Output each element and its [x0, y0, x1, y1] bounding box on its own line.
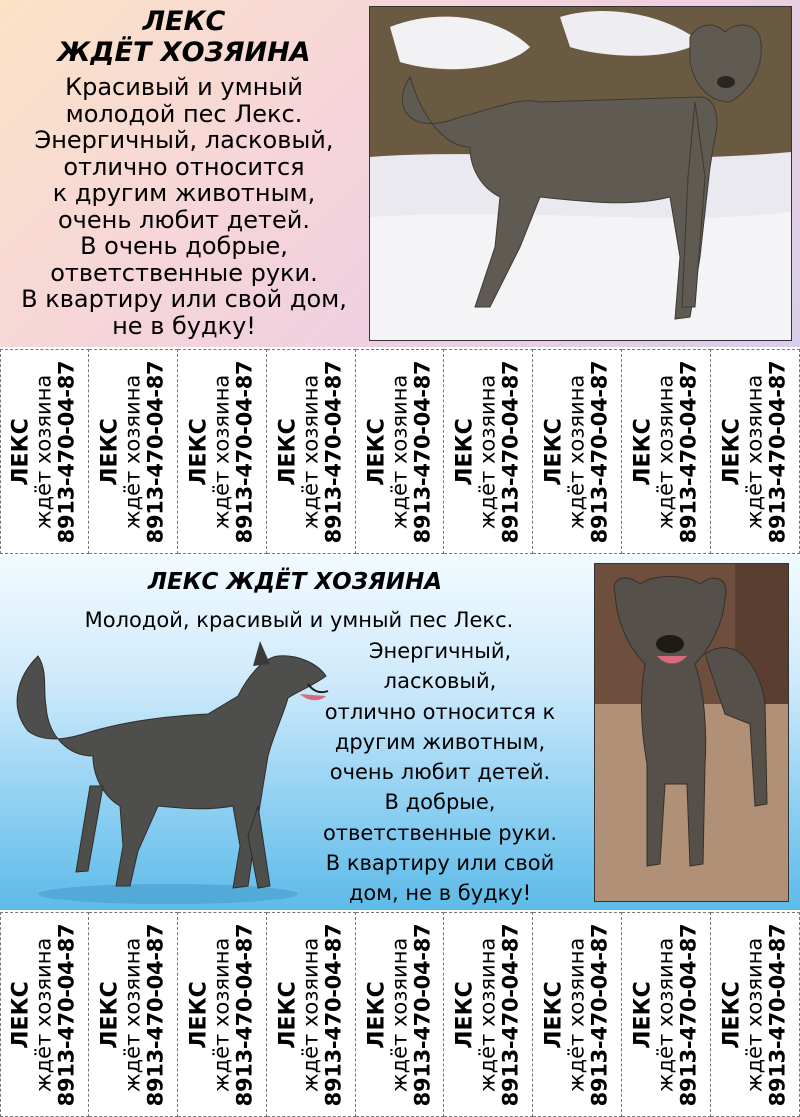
tab-name: ЛЕКС — [364, 417, 389, 486]
top-description-line: В квартиру или свой дом, — [21, 285, 347, 313]
bottom-description-line: отлично относится к — [324, 699, 556, 724]
tab-name: ЛЕКС — [275, 417, 301, 486]
bottom-description-line: дом, не в будку! — [348, 881, 532, 906]
dog-photo-snow — [369, 6, 792, 341]
tab-name: ЛЕКС — [186, 980, 212, 1049]
tab-name: ЛЕКС — [452, 980, 478, 1049]
bottom-title: ЛЕКС ЖДЁТ ХОЗЯИНА — [147, 569, 443, 595]
tab-subtitle: ждёт хозяина — [653, 374, 678, 529]
tear-off-tab[interactable] — [0, 912, 89, 1117]
top-title — [0, 6, 368, 68]
tab-subtitle: ждёт хозяина — [653, 937, 678, 1092]
tab-name: ЛЕКС — [8, 980, 34, 1049]
tab-subtitle: ждёт хозяина — [475, 937, 500, 1092]
top-title-line1: ЛЕКС — [142, 6, 226, 37]
tear-off-strips-top — [0, 349, 800, 554]
tab-phone: 8913-470-04-87 — [321, 923, 346, 1106]
tab-name: ЛЕКС — [364, 980, 389, 1049]
tab-phone: 8913-470-04-87 — [232, 923, 257, 1106]
tear-off-tab[interactable] — [622, 912, 711, 1117]
tear-off-tab[interactable] — [267, 349, 356, 554]
tab-subtitle: ждёт хозяина — [120, 937, 145, 1092]
bottom-description-line: ласковый, — [383, 669, 497, 694]
tab-phone: 8913-470-04-87 — [410, 923, 434, 1106]
tab-subtitle: ждёт хозяина — [298, 937, 323, 1092]
tab-subtitle: ждёт хозяина — [209, 937, 234, 1092]
tab-subtitle: ждёт хозяина — [387, 374, 411, 529]
tear-off-tab[interactable] — [444, 349, 533, 554]
bottom-intro: Молодой, красивый и умный пес Лекс. — [84, 608, 514, 632]
tab-phone: 8913-470-04-87 — [587, 923, 612, 1106]
tab-subtitle: ждёт хозяина — [742, 937, 767, 1092]
top-description-line: отлично относится — [63, 152, 305, 181]
tab-phone: 8913-470-04-87 — [54, 923, 79, 1106]
top-description-line: к другим животным, — [52, 179, 316, 207]
tear-off-tab[interactable] — [356, 912, 445, 1117]
tab-subtitle: ждёт хозяина — [298, 374, 323, 529]
tab-name: ЛЕКС — [719, 980, 745, 1049]
top-description-line: В очень добрые, — [80, 232, 288, 260]
top-description-line: Энергичный, ласковый, — [34, 126, 334, 154]
bottom-description-line: ответственные руки. — [322, 820, 558, 845]
top-text-block — [0, 6, 368, 339]
bottom-description — [284, 636, 596, 909]
dog-photo-portrait — [594, 563, 789, 902]
top-description-line: очень любит детей. — [58, 205, 310, 234]
tear-off-tab[interactable] — [711, 349, 800, 554]
top-description-line: не в будку! — [112, 311, 256, 340]
tab-name: ЛЕКС — [541, 417, 567, 486]
tab-phone: 8913-470-04-87 — [498, 923, 523, 1106]
tab-phone: 8913-470-04-87 — [498, 360, 523, 543]
flyer-top-section — [0, 0, 800, 347]
tear-off-tab[interactable] — [444, 912, 533, 1117]
bottom-description-line: В квартиру или свой — [325, 851, 555, 876]
tab-subtitle: ждёт хозяина — [31, 937, 56, 1092]
top-description — [0, 74, 368, 339]
tab-name: ЛЕКС — [452, 417, 478, 486]
tear-off-strips-bottom — [0, 912, 800, 1117]
bottom-description-line: другим животным, — [334, 729, 546, 754]
tab-name: ЛЕКС — [97, 417, 123, 486]
tab-subtitle: ждёт хозяина — [120, 374, 145, 529]
tab-subtitle: ждёт хозяина — [209, 374, 234, 529]
tab-name: ЛЕКС — [630, 417, 656, 486]
tab-subtitle: ждёт хозяина — [31, 374, 56, 529]
tab-name: ЛЕКС — [719, 417, 745, 486]
tab-name: ЛЕКС — [97, 980, 123, 1049]
top-description-line: ответственные руки. — [50, 258, 318, 287]
bottom-description-line: В добрые, — [384, 790, 496, 815]
tear-off-tab[interactable] — [89, 349, 178, 554]
tab-name: ЛЕКС — [8, 417, 34, 486]
top-title-line2: ЖДЁТ ХОЗЯИНА — [57, 37, 311, 68]
tab-phone: 8913-470-04-87 — [676, 360, 701, 543]
top-description-line: Красивый и умный — [65, 73, 303, 101]
top-description-line: молодой пес Лекс. — [65, 99, 303, 128]
tear-off-tab[interactable] — [178, 349, 267, 554]
tab-subtitle: ждёт хозяина — [564, 937, 589, 1092]
tab-phone: 8913-470-04-87 — [676, 923, 701, 1106]
tear-off-tab[interactable] — [178, 912, 267, 1117]
tab-name: ЛЕКС — [275, 980, 301, 1049]
tear-off-tab[interactable] — [89, 912, 178, 1117]
tab-subtitle: ждёт хозяина — [475, 374, 500, 529]
tab-subtitle: ждёт хозяина — [742, 374, 767, 529]
tab-phone: 8913-470-04-87 — [410, 360, 434, 543]
tear-off-tab[interactable] — [0, 349, 89, 554]
tear-off-tab[interactable] — [267, 912, 356, 1117]
tab-phone: 8913-470-04-87 — [321, 360, 346, 543]
tear-off-tab[interactable] — [622, 349, 711, 554]
tab-name: ЛЕКС — [186, 417, 212, 486]
tab-phone: 8913-470-04-87 — [143, 360, 168, 543]
tab-name: ЛЕКС — [630, 980, 656, 1049]
tab-phone: 8913-470-04-87 — [587, 360, 612, 543]
tab-phone: 8913-470-04-87 — [765, 923, 790, 1106]
tab-phone: 8913-470-04-87 — [54, 360, 79, 543]
bottom-description-line: очень любит детей. — [329, 760, 551, 785]
tear-off-tab[interactable] — [356, 349, 445, 554]
tab-phone: 8913-470-04-87 — [143, 923, 168, 1106]
tear-off-tab[interactable] — [533, 349, 622, 554]
tab-phone: 8913-470-04-87 — [232, 360, 257, 543]
tab-subtitle: ждёт хозяина — [564, 374, 589, 529]
tab-subtitle: ждёт хозяина — [387, 937, 411, 1092]
tab-phone: 8913-470-04-87 — [765, 360, 790, 543]
tab-name: ЛЕКС — [541, 980, 567, 1049]
tear-off-tab[interactable] — [533, 912, 622, 1117]
tear-off-tab[interactable] — [711, 912, 800, 1117]
bottom-description-line: Энергичный, — [368, 639, 512, 663]
